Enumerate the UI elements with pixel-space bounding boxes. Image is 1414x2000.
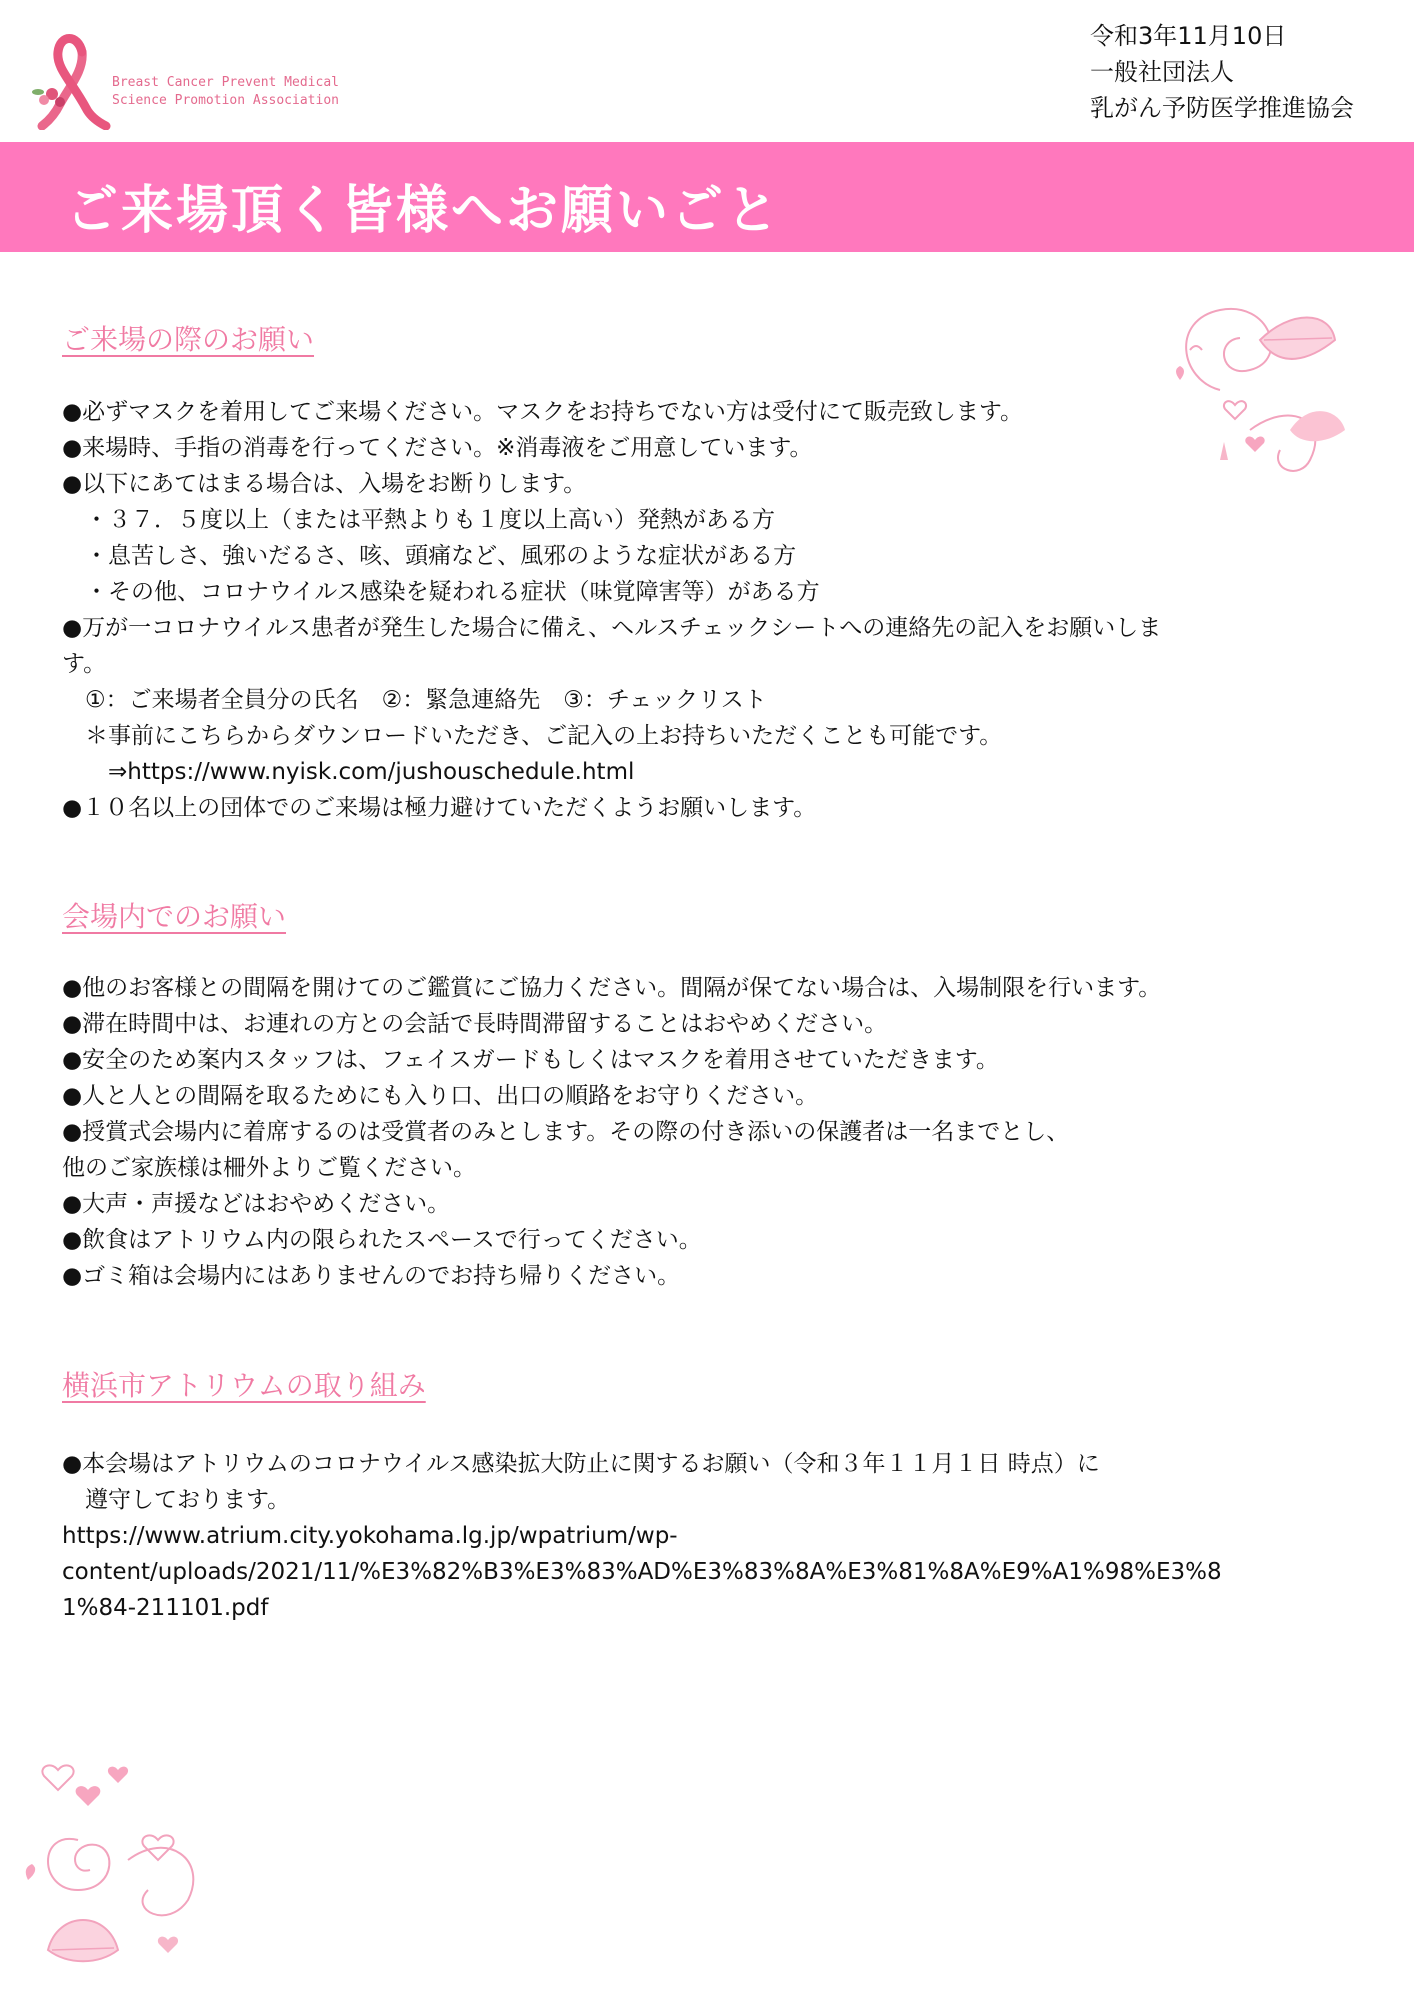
floral-swirl-decoration-icon: [18, 1750, 218, 1980]
list-item: ●本会場はアトリウムのコロナウイルス感染拡大防止に関するお願い（令和３年１１月１日 時点）に: [62, 1451, 1100, 1477]
list-item: ・３７．５度以上（または平熱よりも１度以上高い）発熱がある方: [62, 507, 775, 533]
logo-text-line1: Breast Cancer Prevent Medical: [112, 75, 339, 90]
list-item: ・その他、コロナウイルス感染を疑われる症状（味覚障害等）がある方: [62, 579, 820, 605]
section-heading-entry: ご来場の際のお願い: [62, 323, 315, 356]
list-item: ・息苦しさ、強いだるさ、咳、頭痛など、風邪のような症状がある方: [62, 543, 797, 569]
logo-text-line2: Science Promotion Association: [112, 93, 339, 108]
list-item: ●来場時、手指の消毒を行ってください。※消毒液をご用意しています。: [62, 435, 813, 461]
floral-swirl-decoration-icon: [1160, 280, 1350, 490]
list-item: 遵守しております。: [62, 1487, 291, 1513]
atrium-link[interactable]: 1%84-211101.pdf: [62, 1595, 269, 1621]
list-item: す。: [62, 651, 107, 677]
issuer-block: [1090, 18, 1354, 126]
list-item: ●万が一コロナウイルス患者が発生した場合に備え、ヘルスチェックシートへの連絡先の記入をお願いしま: [62, 615, 1162, 641]
list-item: ●１０名以上の団体でのご来場は極力避けていただくようお願いします。: [62, 795, 817, 821]
list-item: ●人と人との間隔を取るためにも入り口、出口の順路をお守りください。: [62, 1083, 819, 1109]
section-heading-atrium: 横浜市アトリウムの取り組み: [62, 1369, 426, 1402]
list-item: ●安全のため案内スタッフは、フェイスガードもしくはマスクを着用させていただきます。: [62, 1047, 999, 1073]
list-item: ●以下にあてはまる場合は、入場をお断りします。: [62, 471, 587, 497]
logo: [20, 30, 360, 130]
list-item: ●ゴミ箱は会場内にはありませんのでお持ち帰りください。: [62, 1263, 681, 1289]
pink-ribbon-icon: [20, 30, 120, 130]
nyisk-link[interactable]: ⇒https://www.nyisk.com/jushouschedule.html: [62, 759, 635, 785]
section-heading-venue: 会場内でのお願い: [62, 900, 287, 933]
org-name: 乳がん予防医学推進協会: [1090, 94, 1354, 122]
title-banner: [0, 142, 1414, 252]
section-venue-body: [62, 970, 1161, 1294]
list-item: ①：ご来場者全員分の氏名 ②：緊急連絡先 ③：チェックリスト: [62, 687, 767, 713]
list-item: 他のご家族様は柵外よりご覧ください。: [62, 1155, 476, 1181]
section-atrium-body: [62, 1446, 1222, 1626]
atrium-link[interactable]: content/uploads/2021/11/%E3%82%B3%E3%83%AD%E3%83%8A%E3%81%8A%E9%A1%98%E3%8: [62, 1559, 1222, 1585]
org-type: 一般社団法人: [1090, 58, 1234, 86]
list-item: ●授賞式会場内に着席するのは受賞者のみとします。その際の付き添いの保護者は一名までとし、: [62, 1119, 1070, 1145]
list-item: ●大声・声援などはおやめください。: [62, 1191, 451, 1217]
atrium-link[interactable]: https://www.atrium.city.yokohama.lg.jp/wpatrium/wp-: [62, 1523, 678, 1549]
issue-date: 令和3年11月10日: [1090, 22, 1287, 50]
list-item: ●飲食はアトリウム内の限られたスペースで行ってください。: [62, 1227, 702, 1253]
list-item: ●滞在時間中は、お連れの方との会話で長時間滞留することはおやめください。: [62, 1011, 888, 1037]
page-title: ご来場頂く皆様へお願いごと: [66, 181, 782, 241]
list-item: ●他のお客様との間隔を開けてのご鑑賞にご協力ください。間隔が保てない場合は、入場制限を行います。: [62, 975, 1162, 1001]
list-item: ●必ずマスクを着用してご来場ください。マスクをお持ちでない方は受付にて販売致します。: [62, 399, 1023, 425]
list-item: ＊事前にこちらからダウンロードいただき、ご記入の上お持ちいただくことも可能です。: [62, 723, 1003, 749]
section-entry-body: [62, 394, 1161, 826]
